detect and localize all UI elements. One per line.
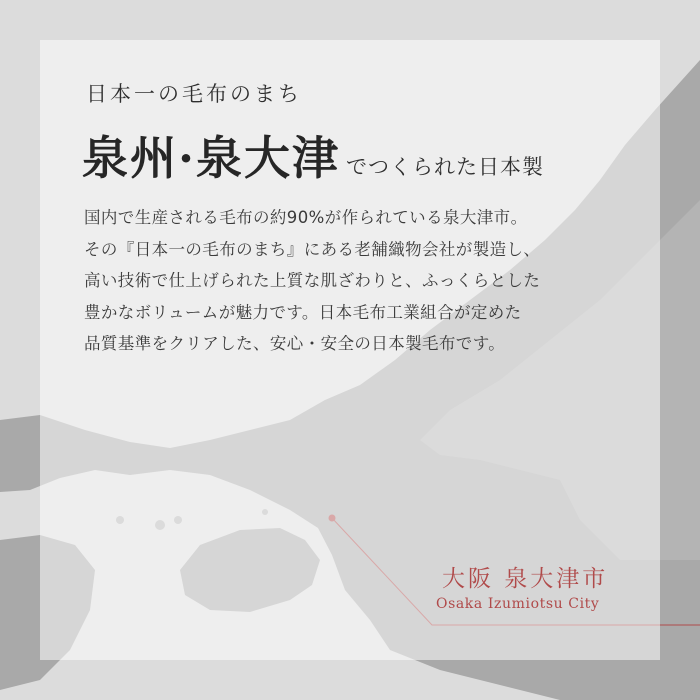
title-main: 泉州·泉大津 [82,131,341,185]
location-name-en: Osaka Izumiotsu City [436,596,600,612]
description [82,202,642,360]
text-block [82,70,642,360]
description-line: 品質基準をクリアした、安心・安全の日本製毛布です。 [84,334,506,353]
title-sub: でつくられた日本製 [346,155,545,179]
description-line: その『日本一の毛布のまち』にある老舗織物会社が製造し、 [84,239,541,259]
description-line: 国内で生産される毛布の約90%が作られている泉大津市。 [84,208,528,227]
tagline: 日本一の毛布のまち [86,82,302,106]
description-line: 豊かなボリュームが魅力です。日本毛布工業組合が定めた [84,302,522,322]
location-name-ja: 大阪 泉大津市 [442,566,609,592]
title-row [82,122,642,188]
description-line: 高い技術で仕上げられた上質な肌ざわりと、ふっくらとした [84,271,541,290]
